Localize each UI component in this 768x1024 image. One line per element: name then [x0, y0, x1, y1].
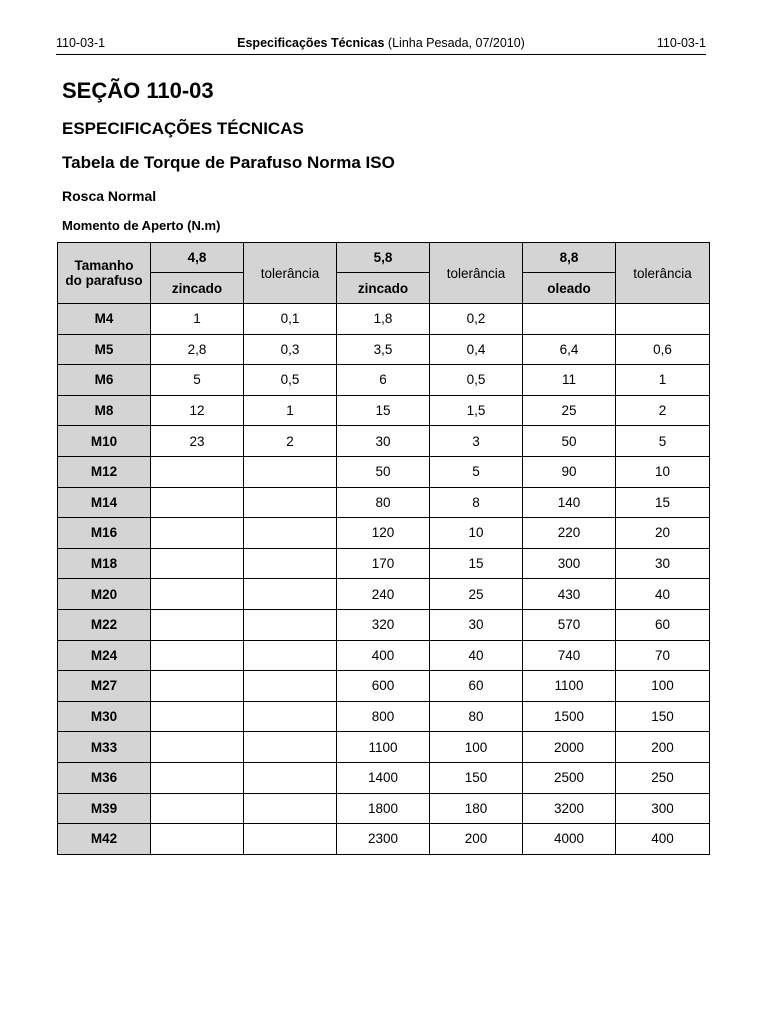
class-8-8-tolerance: 10: [616, 456, 710, 487]
bolt-size-cell: M16: [58, 518, 151, 549]
thread-type-label: Rosca Normal: [62, 188, 157, 204]
table-row: [58, 640, 710, 671]
class-5-8-tolerance: 100: [430, 732, 523, 763]
class-5-8-tolerance: 0,2: [430, 304, 523, 335]
bolt-size-cell: M42: [58, 824, 151, 855]
class-4-8-value: [151, 487, 244, 518]
class-5-8-value: 50: [337, 456, 430, 487]
class-8-8-tolerance: 150: [616, 701, 710, 732]
bolt-size-cell: M24: [58, 640, 151, 671]
class-5-8-tolerance: 15: [430, 548, 523, 579]
class-5-8-value: 80: [337, 487, 430, 518]
class-8-8-value: 3200: [523, 793, 616, 824]
class-8-8-value: 2000: [523, 732, 616, 763]
class-8-8-tolerance: 40: [616, 579, 710, 610]
header-document-title: [56, 36, 706, 50]
class-4-8-value: 1: [151, 304, 244, 335]
bolt-size-cell: M33: [58, 732, 151, 763]
class-4-8-value: [151, 609, 244, 640]
class-8-8-tolerance: 250: [616, 762, 710, 793]
class-5-8-tolerance: 5: [430, 456, 523, 487]
class-8-8-tolerance: 300: [616, 793, 710, 824]
class-4-8-value: 2,8: [151, 334, 244, 365]
class-4-8-tolerance: [244, 456, 337, 487]
class-5-8-tolerance: 40: [430, 640, 523, 671]
class-4-8-value: [151, 732, 244, 763]
bolt-size-cell: M39: [58, 793, 151, 824]
class-4-8-tolerance: [244, 487, 337, 518]
class-5-8-tolerance: 180: [430, 793, 523, 824]
class-4-8-tolerance: [244, 732, 337, 763]
class-8-8-value: 220: [523, 518, 616, 549]
class-8-8-value: 740: [523, 640, 616, 671]
page-header: [56, 34, 706, 55]
class-8-8-value: 50: [523, 426, 616, 457]
section-title: SEÇÃO 110-03: [62, 78, 214, 103]
table-row: [58, 824, 710, 855]
class-4-8-value: 12: [151, 395, 244, 426]
class-5-8-value: 320: [337, 609, 430, 640]
table-row: [58, 426, 710, 457]
header-page-number-right: 110-03-1: [656, 36, 706, 50]
bolt-size-cell: M36: [58, 762, 151, 793]
class-8-8-value: 430: [523, 579, 616, 610]
torque-table-body: [58, 304, 710, 855]
class-5-8-tolerance: 60: [430, 671, 523, 702]
class-4-8-value: [151, 824, 244, 855]
class-4-8-value: [151, 701, 244, 732]
class-4-8-tolerance: [244, 701, 337, 732]
class-8-8-value: 1100: [523, 671, 616, 702]
class-4-8-tolerance: [244, 548, 337, 579]
class-5-8-value: 120: [337, 518, 430, 549]
class-5-8-value: 15: [337, 395, 430, 426]
class-8-8-tolerance: 60: [616, 609, 710, 640]
class-8-8-tolerance: 100: [616, 671, 710, 702]
class-8-8-value: 25: [523, 395, 616, 426]
class-4-8-tolerance: 0,1: [244, 304, 337, 335]
class-5-8-value: 240: [337, 579, 430, 610]
class-5-8-value: 1800: [337, 793, 430, 824]
table-row: [58, 609, 710, 640]
class-4-8-value: [151, 579, 244, 610]
class-4-8-tolerance: [244, 609, 337, 640]
class-8-8-tolerance: 20: [616, 518, 710, 549]
class-4-8-tolerance: [244, 824, 337, 855]
bolt-size-cell: M20: [58, 579, 151, 610]
class-8-8-value: 1500: [523, 701, 616, 732]
class-8-8-tolerance: 5: [616, 426, 710, 457]
bolt-size-cell: M22: [58, 609, 151, 640]
class-5-8-tolerance: 3: [430, 426, 523, 457]
table-row: [58, 701, 710, 732]
class-8-8-value: 570: [523, 609, 616, 640]
class-5-8-value: 2300: [337, 824, 430, 855]
class-5-8-value: 400: [337, 640, 430, 671]
bolt-size-cell: M4: [58, 304, 151, 335]
class-4-8-value: [151, 671, 244, 702]
size-header-line2: do parafuso: [65, 273, 143, 288]
table-row: [58, 671, 710, 702]
size-header-line1: Tamanho: [74, 258, 134, 273]
class-8-8-tolerance: 0,6: [616, 334, 710, 365]
header-page-number-left: 110-03-1: [56, 36, 106, 50]
class-5-8-tolerance: 80: [430, 701, 523, 732]
class-8-8-tolerance: 15: [616, 487, 710, 518]
class-8-8-tolerance: 1: [616, 365, 710, 396]
table-title: Tabela de Torque de Parafuso Norma ISO: [62, 153, 395, 172]
bolt-size-cell: M5: [58, 334, 151, 365]
class-8-8-header: 8,8: [523, 243, 616, 273]
table-row: [58, 732, 710, 763]
class-8-8-value: 6,4: [523, 334, 616, 365]
size-column-header: [58, 243, 151, 304]
table-row: [58, 395, 710, 426]
class-4-8-value: [151, 793, 244, 824]
class-4-8-tolerance: [244, 762, 337, 793]
table-row: [58, 365, 710, 396]
class-8-8-value: 4000: [523, 824, 616, 855]
class-4-8-value: [151, 456, 244, 487]
class-8-8-tolerance: 70: [616, 640, 710, 671]
table-row: [58, 793, 710, 824]
class-5-8-value: 1100: [337, 732, 430, 763]
class-5-8-tolerance: 8: [430, 487, 523, 518]
tolerance-header-1: tolerância: [244, 243, 337, 304]
class-5-8-value: 6: [337, 365, 430, 396]
class-8-8-tolerance: 2: [616, 395, 710, 426]
class-8-8-value: [523, 304, 616, 335]
class-8-8-value: 140: [523, 487, 616, 518]
class-8-8-tolerance: [616, 304, 710, 335]
class-5-8-tolerance: 30: [430, 609, 523, 640]
table-row: [58, 487, 710, 518]
tolerance-header-2: tolerância: [430, 243, 523, 304]
class-5-8-tolerance: 0,4: [430, 334, 523, 365]
class-5-8-tolerance: 25: [430, 579, 523, 610]
bolt-size-cell: M27: [58, 671, 151, 702]
torque-unit-label: Momento de Aperto (N.m): [62, 218, 221, 233]
class-4-8-tolerance: [244, 671, 337, 702]
class-5-8-tolerance: 200: [430, 824, 523, 855]
class-5-8-value: 1400: [337, 762, 430, 793]
bolt-size-cell: M30: [58, 701, 151, 732]
class-8-8-value: 300: [523, 548, 616, 579]
class-4-8-value: 23: [151, 426, 244, 457]
class-4-8-tolerance: 1: [244, 395, 337, 426]
class-5-8-value: 1,8: [337, 304, 430, 335]
class-5-8-tolerance: 0,5: [430, 365, 523, 396]
header-title-rest: (Linha Pesada, 07/2010): [384, 36, 525, 50]
class-4-8-finish: zincado: [151, 273, 244, 304]
table-row: [58, 304, 710, 335]
class-8-8-value: 90: [523, 456, 616, 487]
class-5-8-header: 5,8: [337, 243, 430, 273]
class-5-8-value: 170: [337, 548, 430, 579]
tolerance-header-3: tolerância: [616, 243, 710, 304]
class-5-8-value: 600: [337, 671, 430, 702]
class-5-8-value: 30: [337, 426, 430, 457]
class-4-8-value: 5: [151, 365, 244, 396]
class-4-8-tolerance: 0,5: [244, 365, 337, 396]
class-8-8-tolerance: 200: [616, 732, 710, 763]
table-row: [58, 762, 710, 793]
bolt-size-cell: M12: [58, 456, 151, 487]
table-row: [58, 334, 710, 365]
class-8-8-tolerance: 30: [616, 548, 710, 579]
table-row: [58, 548, 710, 579]
class-5-8-finish: zincado: [337, 273, 430, 304]
class-5-8-tolerance: 150: [430, 762, 523, 793]
class-4-8-header: 4,8: [151, 243, 244, 273]
class-8-8-value: 11: [523, 365, 616, 396]
bolt-size-cell: M6: [58, 365, 151, 396]
bolt-size-cell: M10: [58, 426, 151, 457]
class-4-8-tolerance: [244, 518, 337, 549]
table-row: [58, 579, 710, 610]
class-4-8-value: [151, 548, 244, 579]
bolt-size-cell: M8: [58, 395, 151, 426]
class-4-8-value: [151, 762, 244, 793]
table-row: [58, 456, 710, 487]
table-row: [58, 518, 710, 549]
section-subtitle: ESPECIFICAÇÕES TÉCNICAS: [62, 119, 304, 138]
header-title-bold: Especificações Técnicas: [237, 36, 385, 50]
torque-table: [57, 242, 710, 855]
class-4-8-tolerance: 0,3: [244, 334, 337, 365]
class-8-8-value: 2500: [523, 762, 616, 793]
class-5-8-value: 800: [337, 701, 430, 732]
bolt-size-cell: M18: [58, 548, 151, 579]
class-4-8-value: [151, 518, 244, 549]
class-5-8-value: 3,5: [337, 334, 430, 365]
class-8-8-tolerance: 400: [616, 824, 710, 855]
class-4-8-tolerance: [244, 793, 337, 824]
class-4-8-tolerance: [244, 640, 337, 671]
class-4-8-tolerance: 2: [244, 426, 337, 457]
class-4-8-value: [151, 640, 244, 671]
class-5-8-tolerance: 10: [430, 518, 523, 549]
class-8-8-finish: oleado: [523, 273, 616, 304]
class-5-8-tolerance: 1,5: [430, 395, 523, 426]
class-4-8-tolerance: [244, 579, 337, 610]
bolt-size-cell: M14: [58, 487, 151, 518]
